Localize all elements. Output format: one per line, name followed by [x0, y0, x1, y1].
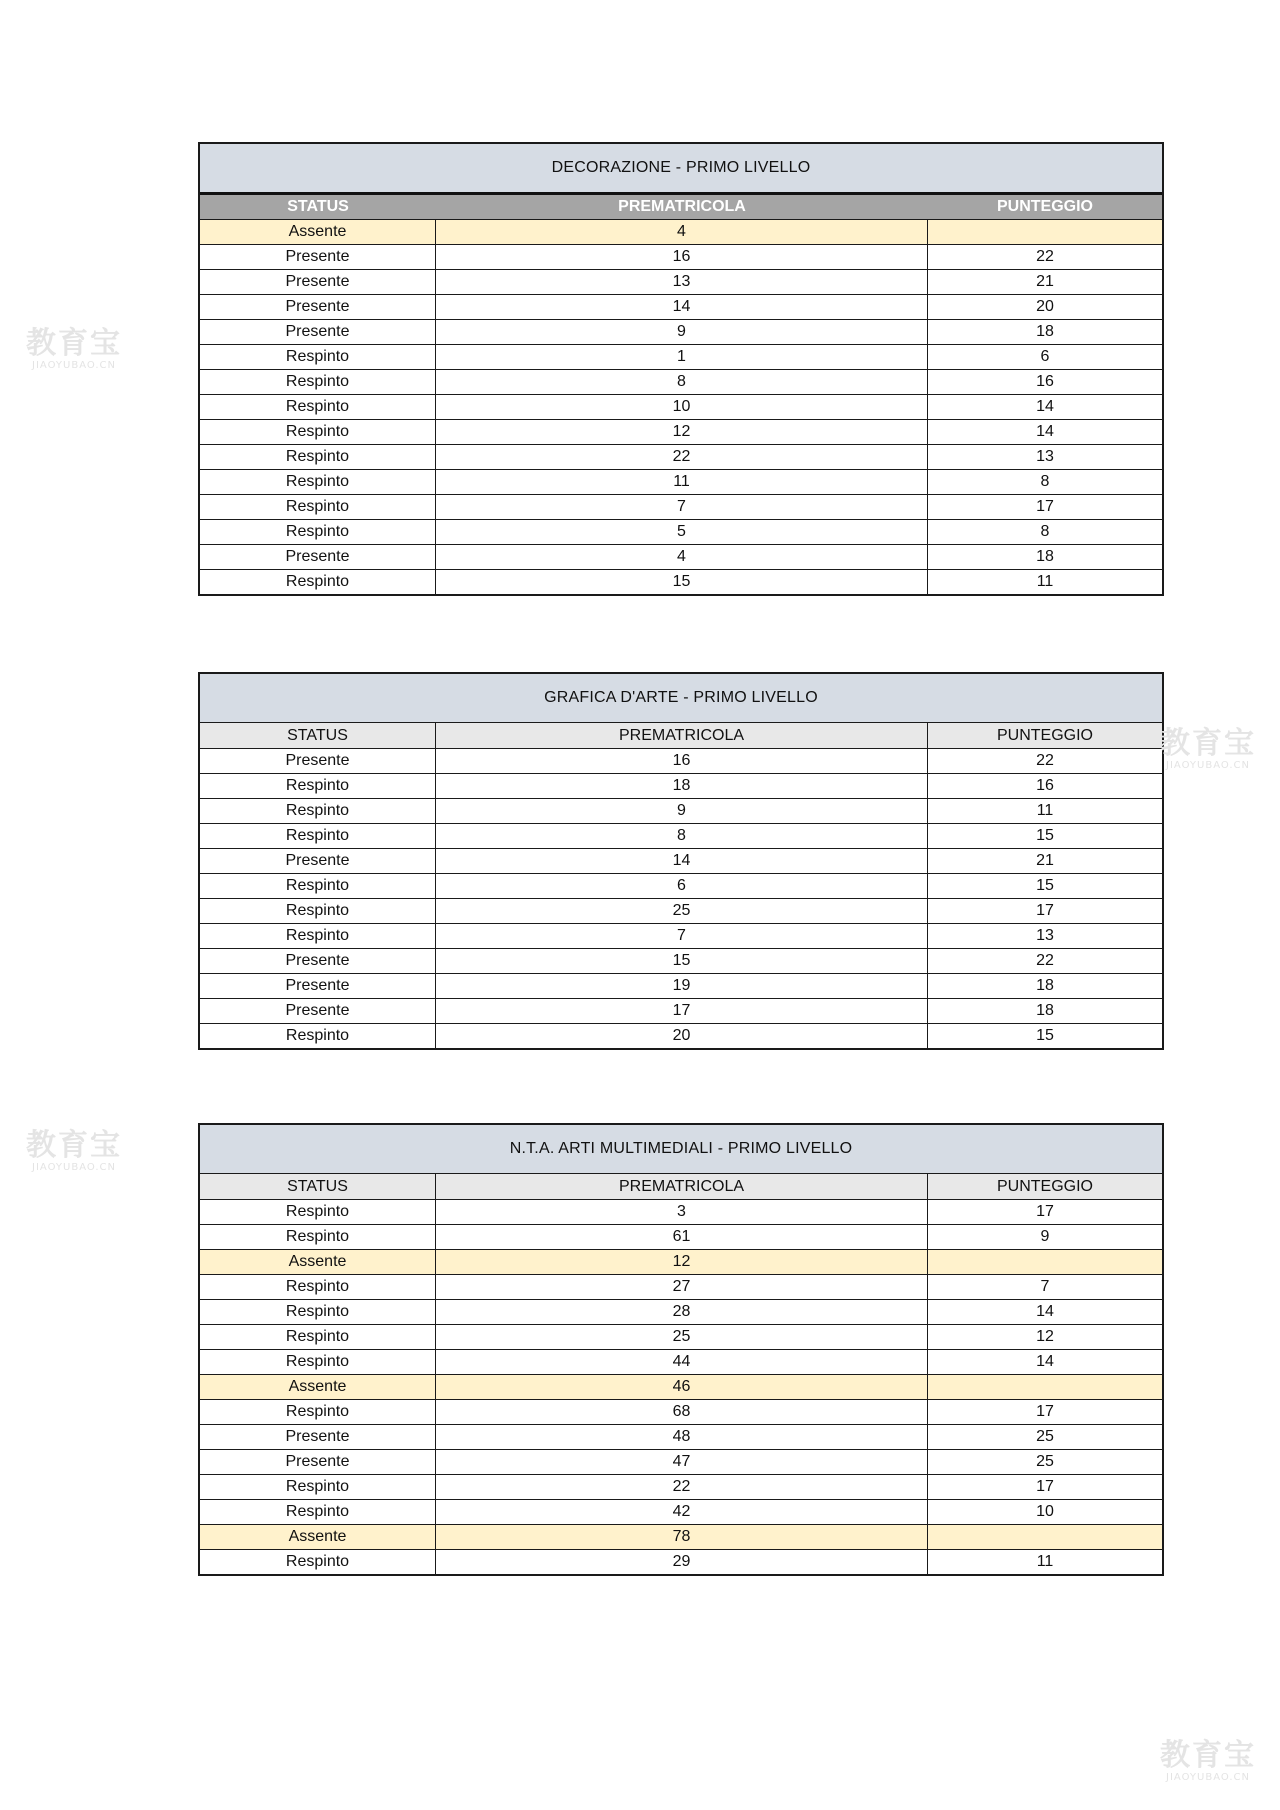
- cell-status: Presente: [200, 1425, 436, 1449]
- cell-punteggio: 25: [1036, 1428, 1054, 1445]
- cell-prematricola: 47: [436, 1450, 928, 1474]
- table-row: [200, 294, 1162, 319]
- cell-punteggio: 11: [1036, 573, 1054, 590]
- table-row: [200, 269, 1162, 294]
- table-header-row: [200, 195, 1162, 219]
- header-status: STATUS: [200, 723, 436, 748]
- cell-status: Respinto: [200, 470, 436, 494]
- cell-prematricola: 9: [436, 799, 928, 823]
- cell-prematricola: 14: [436, 295, 928, 319]
- cell-punteggio: 17: [1036, 1478, 1054, 1495]
- cell-punteggio: 17: [1036, 1203, 1054, 1220]
- cell-status: Presente: [200, 949, 436, 973]
- table-row: [200, 823, 1162, 848]
- cell-punteggio: [928, 1375, 1162, 1399]
- cell-prematricola: 25: [436, 1325, 928, 1349]
- cell-prematricola: 14: [436, 849, 928, 873]
- cell-punteggio: 15: [1036, 877, 1054, 894]
- cell-punteggio: 6: [1040, 348, 1050, 365]
- cell-prematricola: 15: [436, 570, 928, 594]
- table-row: [200, 798, 1162, 823]
- cell-punteggio: 18: [1036, 977, 1054, 994]
- cell-status: Respinto: [200, 495, 436, 519]
- cell-punteggio: 17: [1036, 1403, 1054, 1420]
- watermark-logo: 教育宝 JIAOYUBAO.CN: [26, 326, 122, 371]
- cell-status: Respinto: [200, 395, 436, 419]
- cell-punteggio: 18: [1036, 1002, 1054, 1019]
- header-punteggio: PUNTEGGIO: [996, 1177, 1093, 1195]
- table-grafica-darte: [198, 672, 1164, 1050]
- cell-punteggio: 13: [1036, 448, 1054, 465]
- cell-prematricola: 4: [436, 220, 928, 244]
- cell-prematricola: 8: [436, 824, 928, 848]
- cell-status: Respinto: [200, 1400, 436, 1424]
- cell-prematricola: 16: [436, 245, 928, 269]
- cell-prematricola: 16: [436, 749, 928, 773]
- cell-punteggio: 18: [1036, 323, 1054, 340]
- cell-punteggio: 15: [1036, 1027, 1054, 1044]
- cell-punteggio: 11: [1036, 802, 1054, 819]
- table-row: [200, 848, 1162, 873]
- table-row: [200, 1274, 1162, 1299]
- cell-status: Respinto: [200, 1500, 436, 1524]
- cell-prematricola: 13: [436, 270, 928, 294]
- table-row: [200, 1499, 1162, 1524]
- cell-punteggio: 10: [1036, 1503, 1054, 1520]
- table-row: [200, 998, 1162, 1023]
- cell-status: Respinto: [200, 924, 436, 948]
- cell-prematricola: 20: [436, 1024, 928, 1048]
- table-row: [200, 319, 1162, 344]
- cell-prematricola: 6: [436, 874, 928, 898]
- table-row: [200, 419, 1162, 444]
- cell-prematricola: 3: [436, 1200, 928, 1224]
- table-row: [200, 244, 1162, 269]
- table-row: [200, 494, 1162, 519]
- header-prematricola: PREMATRICOLA: [436, 723, 928, 748]
- watermark-logo: 教育宝 JIAOYUBAO.CN: [26, 1128, 122, 1173]
- cell-punteggio: 8: [1040, 523, 1050, 540]
- cell-status: Respinto: [200, 445, 436, 469]
- cell-status: Presente: [200, 1450, 436, 1474]
- cell-status: Respinto: [200, 874, 436, 898]
- cell-status: Respinto: [200, 370, 436, 394]
- cell-punteggio: 22: [1036, 248, 1054, 265]
- table-title: DECORAZIONE - PRIMO LIVELLO: [200, 144, 1162, 195]
- table-row: [200, 544, 1162, 569]
- cell-prematricola: 4: [436, 545, 928, 569]
- cell-punteggio: 15: [1036, 827, 1054, 844]
- cell-status: Respinto: [200, 1350, 436, 1374]
- cell-punteggio: 14: [1036, 1303, 1054, 1320]
- table-row: [200, 1549, 1162, 1574]
- table-row: [200, 873, 1162, 898]
- cell-status: Assente: [200, 1525, 436, 1549]
- table-row: [200, 1249, 1162, 1274]
- cell-status: Presente: [200, 749, 436, 773]
- cell-punteggio: 14: [1036, 1353, 1054, 1370]
- cell-punteggio: 21: [1036, 852, 1054, 869]
- cell-punteggio: [928, 1250, 1162, 1274]
- cell-punteggio: 18: [1036, 548, 1054, 565]
- cell-status: Presente: [200, 974, 436, 998]
- cell-punteggio: 22: [1036, 952, 1054, 969]
- cell-prematricola: 42: [436, 1500, 928, 1524]
- table-row: [200, 898, 1162, 923]
- cell-prematricola: 11: [436, 470, 928, 494]
- table-row: [200, 773, 1162, 798]
- table-header-row: [200, 1174, 1162, 1199]
- cell-prematricola: 46: [436, 1375, 928, 1399]
- cell-status: Presente: [200, 545, 436, 569]
- cell-prematricola: 22: [436, 1475, 928, 1499]
- cell-punteggio: 17: [1036, 902, 1054, 919]
- table-row: [200, 1199, 1162, 1224]
- table-row: [200, 519, 1162, 544]
- table-row: [200, 748, 1162, 773]
- header-prematricola: PREMATRICOLA: [618, 198, 746, 215]
- cell-prematricola: 27: [436, 1275, 928, 1299]
- cell-status: Respinto: [200, 1024, 436, 1048]
- cell-status: Respinto: [200, 799, 436, 823]
- table-row: [200, 394, 1162, 419]
- header-status: STATUS: [287, 198, 349, 215]
- cell-status: Respinto: [200, 420, 436, 444]
- table-row: [200, 1224, 1162, 1249]
- table-row: [200, 1349, 1162, 1374]
- cell-prematricola: 15: [436, 949, 928, 973]
- table-row: [200, 444, 1162, 469]
- cell-status: Respinto: [200, 774, 436, 798]
- table-row: [200, 469, 1162, 494]
- cell-prematricola: 44: [436, 1350, 928, 1374]
- cell-prematricola: 1: [436, 345, 928, 369]
- cell-status: Presente: [200, 320, 436, 344]
- cell-prematricola: 9: [436, 320, 928, 344]
- cell-prematricola: 12: [436, 1250, 928, 1274]
- cell-prematricola: 28: [436, 1300, 928, 1324]
- cell-status: Respinto: [200, 1325, 436, 1349]
- cell-prematricola: 48: [436, 1425, 928, 1449]
- cell-prematricola: 10: [436, 395, 928, 419]
- cell-prematricola: 18: [436, 774, 928, 798]
- table-row: [200, 923, 1162, 948]
- table-row: [200, 1374, 1162, 1399]
- table-row: [200, 1399, 1162, 1424]
- cell-status: Respinto: [200, 345, 436, 369]
- cell-punteggio: 21: [1036, 273, 1054, 290]
- cell-status: Respinto: [200, 824, 436, 848]
- cell-punteggio: 14: [1036, 423, 1054, 440]
- cell-status: Respinto: [200, 899, 436, 923]
- cell-prematricola: 12: [436, 420, 928, 444]
- cell-status: Presente: [200, 245, 436, 269]
- table-row: [200, 973, 1162, 998]
- cell-prematricola: 17: [436, 999, 928, 1023]
- cell-prematricola: 29: [436, 1550, 928, 1574]
- cell-prematricola: 7: [436, 924, 928, 948]
- table-row: [200, 1023, 1162, 1048]
- table-row: [200, 569, 1162, 594]
- cell-status: Respinto: [200, 1200, 436, 1224]
- cell-prematricola: 68: [436, 1400, 928, 1424]
- cell-punteggio: 8: [1040, 473, 1050, 490]
- watermark-logo: 教育宝 JIAOYUBAO.CN: [1160, 726, 1256, 771]
- cell-punteggio: 9: [1040, 1228, 1050, 1245]
- cell-status: Respinto: [200, 1300, 436, 1324]
- cell-punteggio: 13: [1036, 927, 1054, 944]
- cell-punteggio: [928, 220, 1162, 244]
- cell-status: Assente: [200, 1250, 436, 1274]
- cell-punteggio: 11: [1036, 1553, 1054, 1570]
- cell-punteggio: 7: [1040, 1278, 1050, 1295]
- cell-punteggio: [928, 1525, 1162, 1549]
- watermark-logo: 教育宝 JIAOYUBAO.CN: [1160, 1738, 1256, 1783]
- cell-punteggio: 22: [1036, 752, 1054, 769]
- table-row: [200, 1324, 1162, 1349]
- table-row: [200, 1474, 1162, 1499]
- table-row: [200, 948, 1162, 973]
- table-row: [200, 369, 1162, 394]
- cell-prematricola: 78: [436, 1525, 928, 1549]
- table-row: [200, 344, 1162, 369]
- table-title: GRAFICA D'ARTE - PRIMO LIVELLO: [200, 674, 1162, 723]
- cell-status: Respinto: [200, 1225, 436, 1249]
- cell-status: Presente: [200, 999, 436, 1023]
- cell-prematricola: 19: [436, 974, 928, 998]
- cell-prematricola: 5: [436, 520, 928, 544]
- table-row: [200, 219, 1162, 244]
- table-title: N.T.A. ARTI MULTIMEDIALI - PRIMO LIVELLO: [200, 1125, 1162, 1174]
- cell-punteggio: 20: [1036, 298, 1054, 315]
- cell-punteggio: 17: [1036, 498, 1054, 515]
- cell-punteggio: 16: [1036, 777, 1054, 794]
- cell-status: Respinto: [200, 570, 436, 594]
- header-punteggio: PUNTEGGIO: [996, 726, 1093, 744]
- table-decorazione: [198, 142, 1164, 596]
- cell-status: Assente: [200, 1375, 436, 1399]
- cell-punteggio: 14: [1036, 398, 1054, 415]
- table-header-row: [200, 723, 1162, 748]
- cell-prematricola: 22: [436, 445, 928, 469]
- cell-status: Respinto: [200, 1275, 436, 1299]
- cell-status: Respinto: [200, 1550, 436, 1574]
- cell-status: Assente: [200, 220, 436, 244]
- cell-prematricola: 8: [436, 370, 928, 394]
- cell-prematricola: 25: [436, 899, 928, 923]
- cell-punteggio: 12: [1036, 1328, 1054, 1345]
- cell-punteggio: 16: [1036, 373, 1054, 390]
- cell-status: Presente: [200, 270, 436, 294]
- table-nta-arti-multimediali: [198, 1123, 1164, 1576]
- table-row: [200, 1424, 1162, 1449]
- table-row: [200, 1524, 1162, 1549]
- header-status: STATUS: [200, 1174, 436, 1199]
- cell-status: Respinto: [200, 520, 436, 544]
- cell-status: Presente: [200, 295, 436, 319]
- cell-status: Respinto: [200, 1475, 436, 1499]
- table-row: [200, 1299, 1162, 1324]
- cell-prematricola: 7: [436, 495, 928, 519]
- cell-status: Presente: [200, 849, 436, 873]
- header-prematricola: PREMATRICOLA: [436, 1174, 928, 1199]
- cell-punteggio: 25: [1036, 1453, 1054, 1470]
- header-punteggio: PUNTEGGIO: [996, 198, 1093, 215]
- table-row: [200, 1449, 1162, 1474]
- cell-prematricola: 61: [436, 1225, 928, 1249]
